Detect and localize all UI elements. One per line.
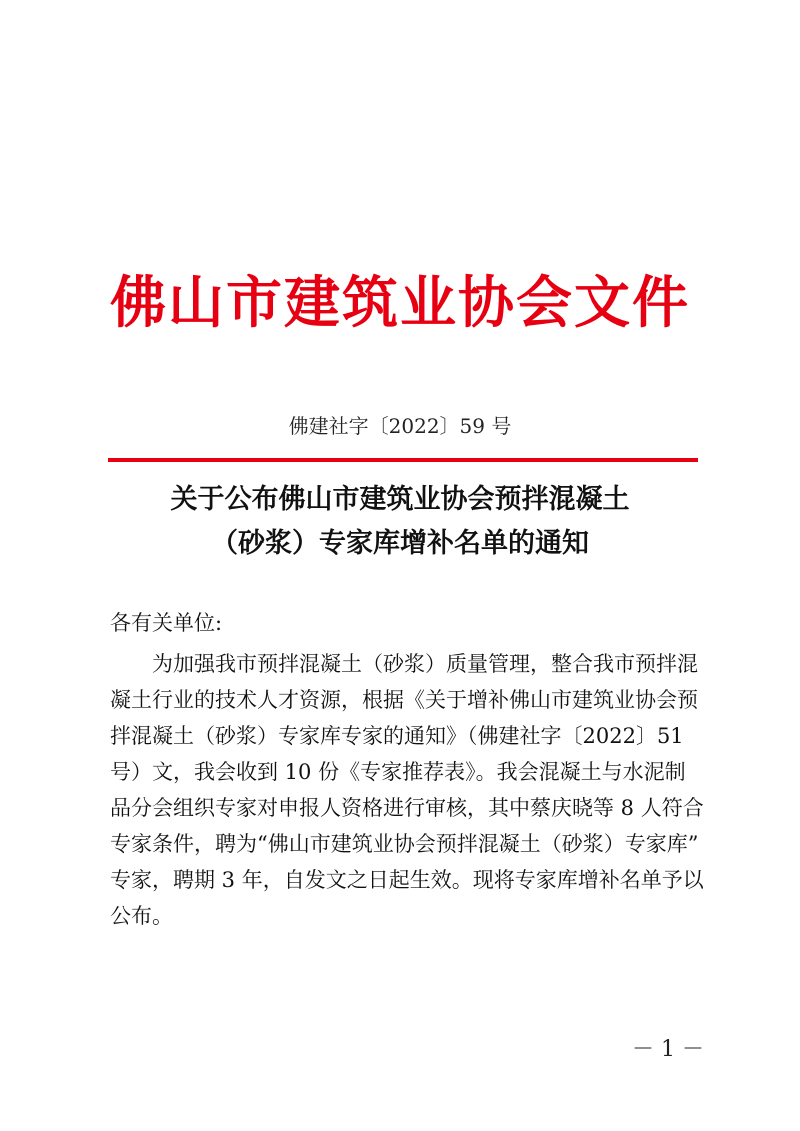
body-line: 专家条件，聘为“佛山市建筑业协会预拌混凝土（砂浆）专家库” <box>110 832 699 856</box>
red-divider-line <box>108 458 698 462</box>
body-line: 号）文，我会收到 10 份《专家推荐表》。我会混凝土与水泥制 <box>110 760 686 784</box>
body-line: 专家，聘期 3 年，自发文之日起生效。现将专家库增补名单予以 <box>110 868 704 892</box>
notice-title-line-2: （砂浆）专家库增补名单的通知 <box>211 528 589 559</box>
body-line: 公布。 <box>110 904 173 928</box>
body-line: 拌混凝土（砂浆）专家库专家的通知》（佛建社字〔2022〕51 <box>110 724 684 748</box>
body-line: 凝土行业的技术人才资源，根据《关于增补佛山市建筑业协会预 <box>110 688 698 712</box>
document-number: 佛建社字〔2022〕59 号 <box>288 414 512 438</box>
body-paragraph <box>110 646 704 934</box>
addressee: 各有关单位: <box>110 611 223 635</box>
page-number: － 1 － <box>632 1037 704 1062</box>
body-line: 为加强我市预拌混凝土（砂浆）质量管理，整合我市预拌混 <box>152 652 698 676</box>
notice-title-line-1: 关于公布佛山市建筑业协会预拌混凝土 <box>170 484 630 515</box>
notice-title <box>0 478 800 566</box>
document-header-title: 佛山市建筑业协会文件 <box>110 271 690 336</box>
body-line: 品分会组织专家对申报人资格进行审核，其中蔡庆晓等 8 人符合 <box>110 796 704 820</box>
